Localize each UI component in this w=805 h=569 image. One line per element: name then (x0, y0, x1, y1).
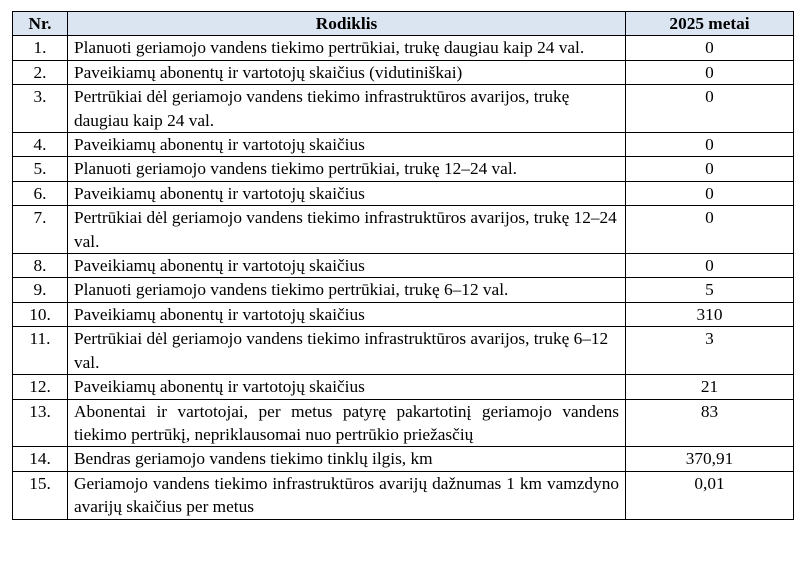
row-value: 5 (626, 278, 794, 302)
row-number: 6. (13, 181, 68, 205)
table-row (13, 399, 794, 447)
row-indicator: Pertrūkiai dėl geriamojo vandens tiekimo infrastruktūros avarijos, trukę daugiau kaip 24 val. (68, 85, 626, 133)
row-number: 4. (13, 133, 68, 157)
row-value: 0 (626, 157, 794, 181)
row-value: 83 (626, 399, 794, 447)
row-value: 0 (626, 254, 794, 278)
table-row (13, 254, 794, 278)
row-indicator: Geriamojo vandens tiekimo infrastruktūros avarijų dažnumas 1 km vamzdyno avarijų skaičius per metus (68, 471, 626, 519)
table-row (13, 327, 794, 375)
row-indicator: Paveikiamų abonentų ir vartotojų skaičius (68, 254, 626, 278)
row-number: 1. (13, 36, 68, 60)
row-number: 15. (13, 471, 68, 519)
table-row (13, 60, 794, 84)
row-indicator: Bendras geriamojo vandens tiekimo tinklų ilgis, km (68, 447, 626, 471)
row-value: 3 (626, 327, 794, 375)
row-number: 3. (13, 85, 68, 133)
row-value: 0 (626, 36, 794, 60)
row-indicator: Abonentai ir vartotojai, per metus patyrę pakartotinį geriamojo vandens tiekimo pertrūkį, nepriklausomai nuo pertrūkio priežasčių (68, 399, 626, 447)
row-value: 310 (626, 302, 794, 326)
row-number: 12. (13, 375, 68, 399)
table-body (13, 36, 794, 519)
table-row (13, 181, 794, 205)
header-row (13, 12, 794, 36)
row-indicator: Paveikiamų abonentų ir vartotojų skaičius (68, 181, 626, 205)
row-indicator: Pertrūkiai dėl geriamojo vandens tiekimo infrastruktūros avarijos, trukę 12–24 val. (68, 206, 626, 254)
table-row (13, 85, 794, 133)
header-year: 2025 metai (626, 12, 794, 36)
table-row (13, 471, 794, 519)
header-indicator: Rodiklis (68, 12, 626, 36)
row-number: 7. (13, 206, 68, 254)
row-value: 0 (626, 206, 794, 254)
row-indicator: Planuoti geriamojo vandens tiekimo pertrūkiai, trukę 12–24 val. (68, 157, 626, 181)
row-value: 0 (626, 85, 794, 133)
row-value: 0 (626, 60, 794, 84)
row-number: 5. (13, 157, 68, 181)
row-number: 10. (13, 302, 68, 326)
row-value: 0 (626, 181, 794, 205)
row-number: 9. (13, 278, 68, 302)
table-row (13, 133, 794, 157)
row-value: 370,91 (626, 447, 794, 471)
row-indicator: Pertrūkiai dėl geriamojo vandens tiekimo infrastruktūros avarijos, trukę 6–12 val. (68, 327, 626, 375)
table-row (13, 157, 794, 181)
row-number: 13. (13, 399, 68, 447)
indicators-table (12, 11, 794, 520)
header-nr: Nr. (13, 12, 68, 36)
row-number: 14. (13, 447, 68, 471)
row-indicator: Paveikiamų abonentų ir vartotojų skaičius (vidutiniškai) (68, 60, 626, 84)
indicators-table-wrapper (12, 11, 794, 520)
table-row (13, 302, 794, 326)
table-row (13, 278, 794, 302)
row-value: 0,01 (626, 471, 794, 519)
table-row (13, 375, 794, 399)
row-indicator: Planuoti geriamojo vandens tiekimo pertrūkiai, trukę daugiau kaip 24 val. (68, 36, 626, 60)
row-number: 2. (13, 60, 68, 84)
row-indicator: Planuoti geriamojo vandens tiekimo pertrūkiai, trukę 6–12 val. (68, 278, 626, 302)
row-indicator: Paveikiamų abonentų ir vartotojų skaičius (68, 302, 626, 326)
table-row (13, 36, 794, 60)
table-row (13, 206, 794, 254)
row-number: 11. (13, 327, 68, 375)
row-number: 8. (13, 254, 68, 278)
row-indicator: Paveikiamų abonentų ir vartotojų skaičius (68, 375, 626, 399)
row-indicator: Paveikiamų abonentų ir vartotojų skaičius (68, 133, 626, 157)
row-value: 0 (626, 133, 794, 157)
table-row (13, 447, 794, 471)
row-value: 21 (626, 375, 794, 399)
